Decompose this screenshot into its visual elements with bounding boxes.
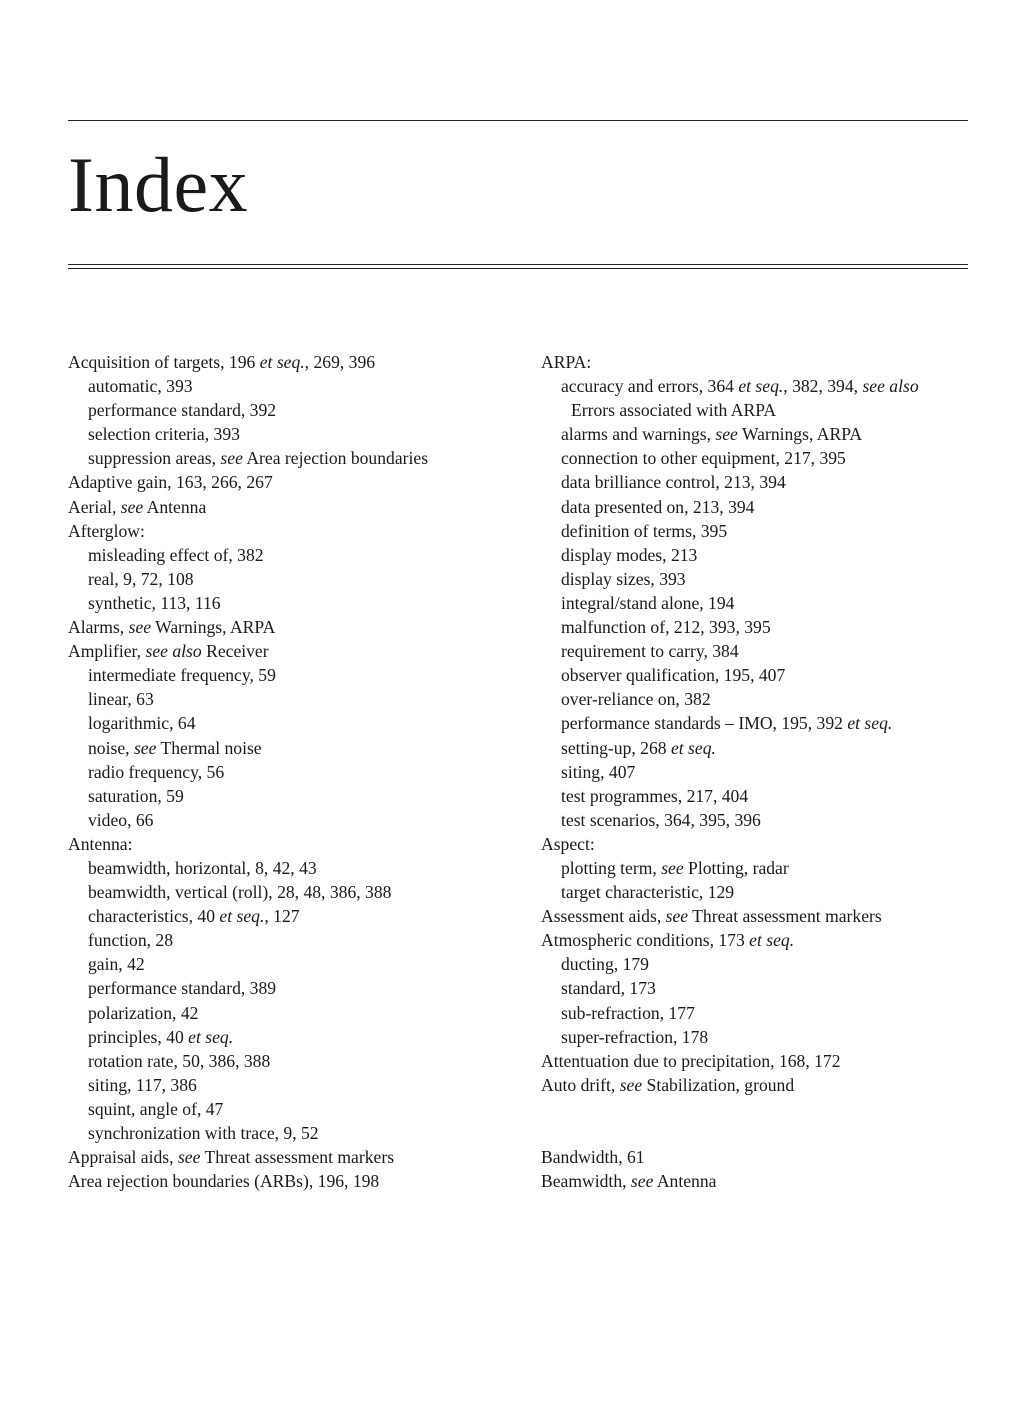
entry-text: target characteristic, 129	[561, 882, 735, 903]
index-column-right	[541, 350, 981, 1193]
entry-text: Afterglow:	[68, 520, 145, 541]
cross-reference-term: et seq.	[219, 906, 265, 927]
index-subentry	[68, 687, 508, 711]
top-rule	[68, 120, 968, 121]
entry-text: logarithmic, 64	[88, 713, 196, 734]
index-entry-continuation	[541, 398, 981, 422]
entry-text: radio frequency, 56	[88, 761, 225, 782]
entry-text: Assessment aids,	[541, 906, 666, 927]
entry-text: alarms and warnings,	[561, 424, 716, 445]
index-subentry	[68, 808, 508, 832]
index-entry	[541, 1145, 981, 1169]
entry-text: Adaptive gain, 163, 266, 267	[68, 472, 273, 493]
cross-reference-term: see also	[145, 641, 202, 662]
entry-text: ducting, 179	[561, 954, 649, 975]
cross-reference-term: see	[128, 617, 152, 638]
entry-text: over-reliance on, 382	[561, 689, 711, 710]
entry-text: gain, 42	[88, 954, 145, 975]
index-subentry	[541, 880, 981, 904]
index-entry	[68, 1145, 508, 1169]
entry-text: , 269, 396	[304, 352, 376, 372]
entry-text: Atmospheric conditions, 173	[541, 930, 750, 951]
entry-text: accuracy and errors, 364	[561, 376, 739, 397]
entry-text: performance standards – IMO, 195, 392	[561, 713, 848, 734]
entry-text: synchronization with trace, 9, 52	[88, 1123, 319, 1143]
entry-text: Amplifier,	[68, 641, 146, 662]
entry-text: connection to other equipment, 217, 395	[561, 448, 846, 469]
entry-text: polarization, 42	[88, 1002, 199, 1023]
index-subentry	[541, 856, 981, 880]
index-subentry	[68, 760, 508, 784]
index-entry	[68, 470, 508, 494]
index-subentry	[68, 1121, 508, 1145]
entry-text: Warnings, ARPA	[737, 424, 863, 445]
cross-reference-term: see also	[862, 376, 919, 397]
entry-text: test programmes, 217, 404	[561, 785, 749, 806]
index-entry	[541, 1049, 981, 1073]
entry-text: Thermal noise	[156, 737, 262, 758]
entry-text: Aerial,	[68, 496, 121, 517]
cross-reference-term: et seq.	[738, 376, 784, 397]
index-column-left	[68, 350, 508, 1193]
cross-reference-term: see	[220, 448, 243, 469]
entry-text: sub-refraction, 177	[561, 1002, 695, 1023]
index-subentry	[541, 711, 981, 735]
entry-text: Acquisition of targets, 196	[68, 352, 260, 372]
index-subentry	[68, 856, 508, 880]
index-subentry	[68, 736, 508, 760]
entry-text: performance standard, 392	[88, 400, 277, 421]
index-entry	[68, 495, 508, 519]
entry-text: automatic, 393	[88, 376, 193, 397]
entry-text: performance standard, 389	[88, 978, 277, 999]
index-entry	[68, 350, 508, 374]
entry-text: siting, 117, 386	[88, 1074, 197, 1095]
cross-reference-term: see	[619, 1074, 643, 1095]
entry-text: , 127	[264, 906, 300, 927]
index-subentry	[541, 952, 981, 976]
cross-reference-term: see	[661, 857, 684, 878]
index-entry	[541, 928, 981, 952]
index-entry	[68, 519, 508, 543]
index-subentry	[68, 543, 508, 567]
index-subentry	[541, 1025, 981, 1049]
index-subentry	[68, 952, 508, 976]
entry-text: characteristics, 40	[88, 906, 220, 927]
entry-text: squint, angle of, 47	[88, 1098, 224, 1119]
cross-reference-term: et seq.	[259, 352, 305, 372]
index-subentry	[541, 663, 981, 687]
entry-text: siting, 407	[561, 761, 636, 782]
entry-text: display sizes, 393	[561, 568, 686, 589]
index-subentry	[541, 519, 981, 543]
entry-text: Threat assessment markers	[688, 906, 882, 927]
index-subentry	[68, 784, 508, 808]
entry-text: synthetic, 113, 116	[88, 592, 221, 613]
index-subentry	[68, 1049, 508, 1073]
entry-text: Plotting, radar	[683, 857, 789, 878]
index-subentry	[68, 880, 508, 904]
index-subentry	[541, 567, 981, 591]
cross-reference-term: see	[630, 1171, 654, 1191]
index-entry	[541, 832, 981, 856]
section-gap	[541, 1097, 981, 1145]
index-entry	[68, 639, 508, 663]
index-subentry	[68, 446, 508, 470]
index-subentry	[68, 1001, 508, 1025]
index-entry	[541, 904, 981, 928]
entry-text: Warnings, ARPA	[151, 617, 276, 638]
index-subentry	[68, 398, 508, 422]
entry-text: suppression areas,	[88, 448, 221, 469]
entry-text: definition of terms, 395	[561, 520, 728, 541]
entry-text: beamwidth, horizontal, 8, 42, 43	[88, 857, 317, 878]
entry-text: Receiver	[201, 641, 269, 662]
entry-text: Beamwidth,	[541, 1171, 631, 1191]
index-subentry	[68, 976, 508, 1000]
entry-text: Alarms,	[68, 617, 129, 638]
entry-text: malfunction of, 212, 393, 395	[561, 617, 771, 638]
entry-text: plotting term,	[561, 857, 662, 878]
entry-text: super-refraction, 178	[561, 1026, 709, 1047]
entry-text: Bandwidth, 61	[541, 1146, 645, 1167]
index-entry	[541, 1169, 981, 1193]
index-subentry	[541, 639, 981, 663]
index-entry	[68, 1169, 508, 1193]
entry-text: Appraisal aids,	[68, 1147, 178, 1168]
cross-reference-term: et seq.	[847, 713, 893, 734]
index-entry	[541, 350, 981, 374]
entry-text: Errors associated with ARPA	[571, 400, 777, 421]
entry-text: setting-up, 268	[561, 737, 671, 758]
index-subentry	[68, 904, 508, 928]
index-subentry	[541, 422, 981, 446]
entry-text: real, 9, 72, 108	[88, 568, 194, 589]
index-subentry	[541, 446, 981, 470]
entry-text: Antenna	[143, 496, 207, 517]
entry-text: Area rejection boundaries (ARBs), 196, 198	[68, 1171, 380, 1192]
entry-text: saturation, 59	[88, 785, 184, 806]
entry-text: Stabilization, ground	[642, 1074, 795, 1095]
index-subentry	[541, 784, 981, 808]
entry-text: Threat assessment markers	[200, 1147, 395, 1168]
cross-reference-term: see	[715, 424, 738, 445]
index-subentry	[541, 543, 981, 567]
cross-reference-term: et seq.	[670, 737, 716, 758]
index-subentry	[541, 736, 981, 760]
index-subentry	[68, 1097, 508, 1121]
entry-text: misleading effect of, 382	[88, 544, 264, 565]
index-subentry	[541, 1001, 981, 1025]
entry-text: rotation rate, 50, 386, 388	[88, 1050, 271, 1071]
entry-text: principles, 40	[88, 1026, 189, 1047]
entry-text: Antenna:	[68, 833, 133, 854]
index-subentry	[68, 1025, 508, 1049]
index-entry	[541, 1073, 981, 1097]
cross-reference-term: et seq.	[749, 930, 795, 951]
entry-text: Aspect:	[541, 833, 595, 854]
entry-text: , 382, 394,	[783, 376, 863, 397]
page-title: Index	[68, 141, 249, 228]
index-subentry	[68, 663, 508, 687]
index-subentry	[541, 687, 981, 711]
index-entry	[68, 615, 508, 639]
entry-text: display modes, 213	[561, 544, 698, 565]
entry-text: observer qualification, 195, 407	[561, 665, 786, 686]
index-subentry	[541, 760, 981, 784]
entry-text: Attentuation due to precipitation, 168, 172	[541, 1050, 841, 1071]
index-subentry	[68, 591, 508, 615]
entry-text: standard, 173	[561, 978, 656, 999]
cross-reference-term: see	[177, 1147, 201, 1168]
cross-reference-term: see	[133, 737, 157, 758]
index-subentry	[541, 591, 981, 615]
index-subentry	[541, 976, 981, 1000]
index-subentry	[541, 374, 981, 398]
index-subentry	[541, 495, 981, 519]
entry-text: integral/stand alone, 194	[561, 592, 735, 613]
cross-reference-term: et seq.	[188, 1026, 234, 1047]
index-subentry	[541, 470, 981, 494]
entry-text: selection criteria, 393	[88, 424, 240, 445]
entry-text: Auto drift,	[541, 1074, 620, 1095]
index-entry	[68, 832, 508, 856]
entry-text: requirement to carry, 384	[561, 641, 739, 662]
index-subentry	[68, 928, 508, 952]
entry-text: intermediate frequency, 59	[88, 665, 276, 686]
cross-reference-term: see	[120, 496, 144, 517]
entry-text: test scenarios, 364, 395, 396	[561, 809, 761, 830]
index-subentry	[68, 1073, 508, 1097]
entry-text: Antenna	[653, 1171, 717, 1191]
entry-text: Area rejection boundaries	[242, 448, 429, 469]
entry-text: function, 28	[88, 930, 174, 951]
entry-text: data brilliance control, 213, 394	[561, 472, 786, 493]
entry-text: beamwidth, vertical (roll), 28, 48, 386, 388	[88, 882, 392, 903]
index-subentry	[541, 808, 981, 832]
entry-text: ARPA:	[541, 352, 592, 372]
index-subentry	[68, 711, 508, 735]
double-rule	[68, 264, 968, 269]
cross-reference-term: see	[665, 906, 689, 927]
entry-text: linear, 63	[88, 689, 154, 710]
entry-text: noise,	[88, 737, 134, 758]
index-subentry	[68, 374, 508, 398]
entry-text: video, 66	[88, 809, 154, 830]
index-subentry	[68, 422, 508, 446]
entry-text: data presented on, 213, 394	[561, 496, 755, 517]
index-subentry	[541, 615, 981, 639]
index-subentry	[68, 567, 508, 591]
